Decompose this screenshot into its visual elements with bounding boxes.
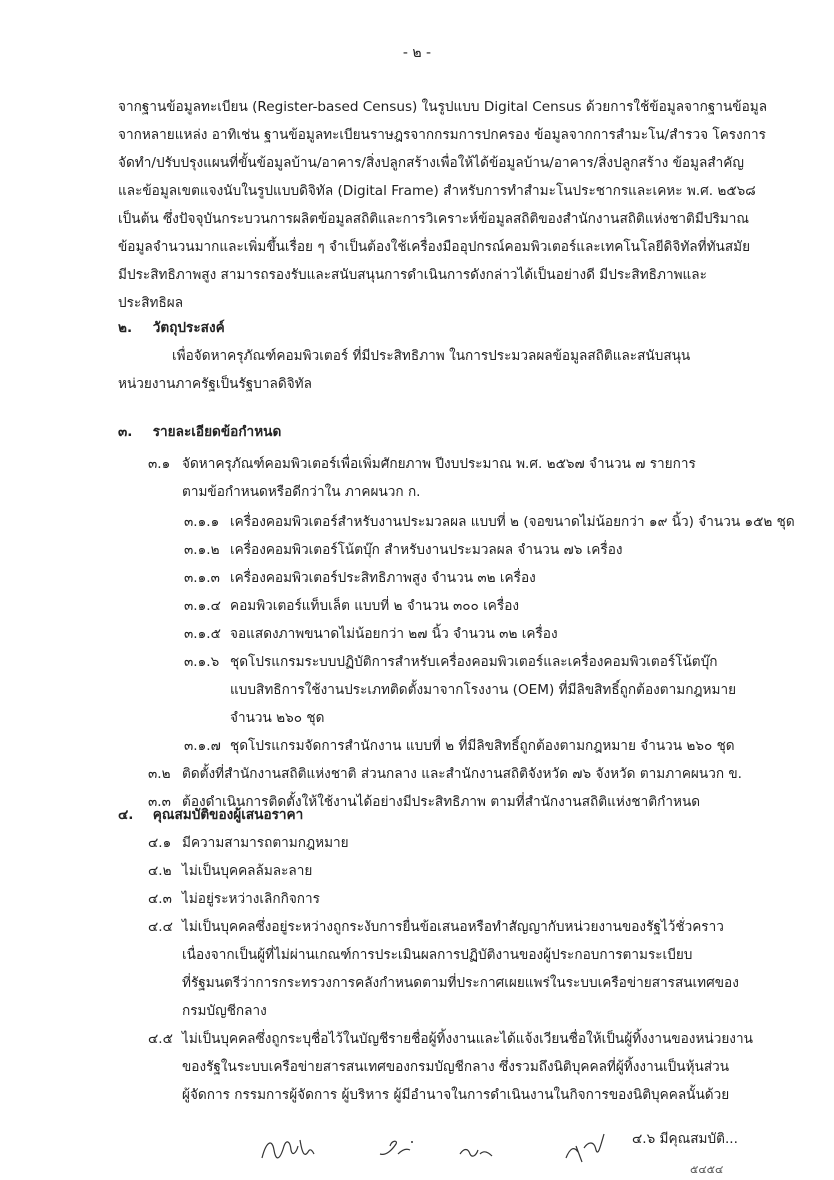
item-number: ๓.๒ bbox=[148, 766, 171, 782]
qualification-item bbox=[148, 1025, 788, 1109]
spec-item-3-1 bbox=[148, 450, 788, 506]
spec-sub-item bbox=[184, 592, 788, 620]
section-heading bbox=[118, 418, 788, 446]
spec-sub-item bbox=[184, 508, 795, 536]
item-number: ๓.๑ bbox=[148, 456, 171, 472]
item-number: ๓.๑.๓ bbox=[184, 570, 220, 586]
section-specifications bbox=[118, 418, 795, 816]
item-number: ๔.๕ bbox=[148, 1031, 173, 1047]
item-number: ๓.๓ bbox=[148, 794, 171, 810]
item-text: ไม่เป็นบุคคลซึ่งอยู่ระหว่างถูกระงับการยื่นข้อเสนอหรือทำสัญญากับหน่วยงานของรัฐไว้ชั่วคราว bbox=[182, 919, 724, 935]
item-number: ๔.๒ bbox=[148, 863, 172, 879]
section-body bbox=[118, 370, 788, 398]
item-text: เครื่องคอมพิวเตอร์โน้ตบุ๊ก สำหรับงานประมวลผล จำนวน ๗๖ เครื่อง bbox=[230, 542, 623, 558]
qualification-item bbox=[148, 857, 788, 885]
item-text: แบบสิทธิการใช้งานประเภทติดตั้งมาจากโรงงาน (OEM) ที่มีลิขสิทธิ์ถูกต้องตามกฎหมาย bbox=[230, 682, 737, 698]
item-number: ๔.๓ bbox=[148, 891, 172, 907]
spec-sub-item bbox=[184, 732, 788, 760]
section-title: คุณสมบัติของผู้เสนอราคา bbox=[152, 807, 304, 823]
section-title: วัตถุประสงค์ bbox=[152, 320, 225, 336]
item-text: คอมพิวเตอร์แท็บเล็ต แบบที่ ๒ จำนวน ๓๐๐ เครื่อง bbox=[230, 598, 519, 614]
item-text: มีความสามารถตามกฎหมาย bbox=[182, 835, 349, 851]
intro-line: และข้อมูลเขตแจงนับในรูปแบบดิจิทัล (Digital Frame) สำหรับการทำสำมะโนประชากรและเคหะ พ.ศ. ๒๕๖๘ bbox=[118, 183, 756, 199]
item-text: ตามข้อกำหนดหรือดีกว่าใน ภาคผนวก ก. bbox=[182, 484, 421, 500]
item-number: ๓.๑.๗ bbox=[184, 738, 221, 754]
continuation-sub: ๕๔๕๔ bbox=[690, 1163, 724, 1176]
qualification-item bbox=[148, 885, 788, 913]
intro-paragraph bbox=[118, 93, 778, 317]
item-text: กรมบัญชีกลาง bbox=[182, 1003, 267, 1019]
item-text: เนื่องจากเป็นผู้ที่ไม่ผ่านเกณฑ์การประเมินผลการปฏิบัติงานของผู้ประกอบการตามระเบียบ bbox=[182, 947, 693, 963]
item-text: ของรัฐในระบบเครือข่ายสารสนเทศของกรมบัญชีกลาง ซึ่งรวมถึงนิติบุคคลที่ผู้ทิ้งงานเป็นหุ้นส่วน bbox=[182, 1059, 730, 1075]
item-number: ๓.๑.๑ bbox=[184, 514, 220, 530]
item-number: ๔.๑ bbox=[148, 835, 172, 851]
section-objectives bbox=[118, 314, 788, 398]
signature-2 bbox=[376, 1132, 416, 1162]
section-heading bbox=[118, 314, 788, 342]
item-text: จัดหาครุภัณฑ์คอมพิวเตอร์เพื่อเพิ่มศักยภาพ ปีงบประมาณ พ.ศ. ๒๕๖๗ จำนวน ๗ รายการ bbox=[182, 456, 696, 472]
section-title: รายละเอียดข้อกำหนด bbox=[152, 424, 282, 440]
item-text: เครื่องคอมพิวเตอร์สำหรับงานประมวลผล แบบที่ ๒ (จอขนาดไม่น้อยกว่า ๑๙ นิ้ว) จำนวน ๑๕๒ ชุด bbox=[230, 514, 795, 530]
intro-line: จัดทำ/ปรับปรุงแผนที่ขั้นข้อมูลบ้าน/อาคาร/สิ่งปลูกสร้างเพื่อให้ได้ข้อมูลบ้าน/อาคาร/สิ่งปลูกสร้าง ข้อมูลสำคัญ bbox=[118, 155, 744, 171]
spec-sub-item bbox=[184, 536, 788, 564]
section-number: ๓. bbox=[118, 424, 133, 440]
item-text: ไม่อยู่ระหว่างเลิกกิจการ bbox=[182, 891, 320, 907]
section-heading bbox=[118, 801, 788, 829]
section-number: ๔. bbox=[118, 807, 134, 823]
item-text: จอแสดงภาพขนาดไม่น้อยกว่า ๒๗ นิ้ว จำนวน ๓๒ เครื่อง bbox=[230, 626, 558, 642]
item-text: ที่รัฐมนตรีว่าการกระทรวงการคลังกำหนดตามที่ประกาศเผยแพร่ในระบบเครือข่ายสารสนเทศของ bbox=[182, 975, 739, 991]
continuation-note: ๔.๖ มีคุณสมบัติ... bbox=[632, 1131, 738, 1147]
body-line: หน่วยงานภาครัฐเป็นรัฐบาลดิจิทัล bbox=[118, 376, 312, 392]
spec-sub-item bbox=[184, 648, 788, 732]
intro-line: จากฐานข้อมูลทะเบียน (Register-based Census) ในรูปแบบ Digital Census ด้วยการใช้ข้อมูลจากฐานข้อมูล bbox=[118, 99, 768, 115]
item-text: ชุดโปรแกรมระบบปฏิบัติการสำหรับเครื่องคอมพิวเตอร์และเครื่องคอมพิวเตอร์โน้ตบุ๊ก bbox=[230, 654, 718, 670]
qualification-item bbox=[148, 829, 788, 857]
intro-line: เป็นต้น ซึ่งปัจจุบันกระบวนการผลิตข้อมูลสถิติและการวิเคราะห์ข้อมูลสถิติของสำนักงานสถิติแห่งชาติมีปริมาณ bbox=[118, 211, 749, 227]
intro-line: ประสิทธิผล bbox=[118, 295, 184, 311]
intro-line: มีประสิทธิภาพสูง สามารถรองรับและสนับสนุนการดำเนินการดังกล่าวได้เป็นอย่างดี มีประสิทธิภาพและ bbox=[118, 267, 707, 283]
item-text: ต้องดำเนินการติดตั้งให้ใช้งานได้อย่างมีประสิทธิภาพ ตามที่สำนักงานสถิติแห่งชาติกำหนด bbox=[182, 794, 701, 810]
spec-item-3-2 bbox=[148, 760, 788, 788]
page-number: - ๒ - bbox=[402, 45, 432, 61]
spec-sub-item bbox=[184, 620, 788, 648]
section-number: ๒. bbox=[118, 320, 133, 336]
item-number: ๓.๑.๒ bbox=[184, 542, 220, 558]
item-number: ๓.๑.๕ bbox=[184, 626, 221, 642]
body-line: เพื่อจัดหาครุภัณฑ์คอมพิวเตอร์ ที่มีประสิทธิภาพ ในการประมวลผลข้อมูลสถิติและสนับสนุน bbox=[172, 348, 691, 364]
item-number: ๓.๑.๔ bbox=[184, 598, 221, 614]
item-text: เครื่องคอมพิวเตอร์ประสิทธิภาพสูง จำนวน ๓๒ เครื่อง bbox=[230, 570, 536, 586]
intro-line: จากหลายแหล่ง อาทิเช่น ฐานข้อมูลทะเบียนราษฎรจากกรมการปกครอง ข้อมูลจากการสำมะโน/สำรวจ โครงการ bbox=[118, 127, 766, 143]
item-text: ไม่เป็นบุคคลซึ่งถูกระบุชื่อไว้ในบัญชีรายชื่อผู้ทิ้งงานและได้แจ้งเวียนชื่อให้เป็นผู้ทิ้งงานของหน่วยงาน bbox=[182, 1031, 753, 1047]
qualification-item bbox=[148, 913, 788, 1025]
signature-1 bbox=[258, 1132, 318, 1166]
item-text: ชุดโปรแกรมจัดการสำนักงาน แบบที่ ๒ ที่มีลิขสิทธิ์ถูกต้องตามกฎหมาย จำนวน ๒๖๐ ชุด bbox=[230, 738, 735, 754]
item-text: ติดตั้งที่สำนักงานสถิติแห่งชาติ ส่วนกลาง และสำนักงานสถิติจังหวัด ๗๖ จังหวัด ตามภาคผนวก ข. bbox=[182, 766, 742, 782]
spec-sub-item bbox=[184, 564, 788, 592]
item-text: จำนวน ๒๖๐ ชุด bbox=[230, 710, 325, 726]
item-number: ๔.๔ bbox=[148, 919, 173, 935]
section-body bbox=[118, 342, 788, 370]
intro-line: ข้อมูลจำนวนมากและเพิ่มขึ้นเรื่อย ๆ จำเป็นต้องใช้เครื่องมืออุปกรณ์คอมพิวเตอร์และเทคโนโลยีดิจิทัลที่ทันสมัย bbox=[118, 239, 751, 255]
signature-3 bbox=[456, 1140, 496, 1164]
item-number: ๓.๑.๖ bbox=[184, 654, 220, 670]
section-qualifications bbox=[118, 801, 788, 1109]
item-text: ไม่เป็นบุคคลล้มละลาย bbox=[182, 863, 313, 879]
signature-4 bbox=[560, 1128, 610, 1168]
item-text: ผู้จัดการ กรรมการผู้จัดการ ผู้บริหาร ผู้มีอำนาจในการดำเนินงานในกิจการของนิติบุคคลนั้นด้วย bbox=[182, 1087, 730, 1103]
